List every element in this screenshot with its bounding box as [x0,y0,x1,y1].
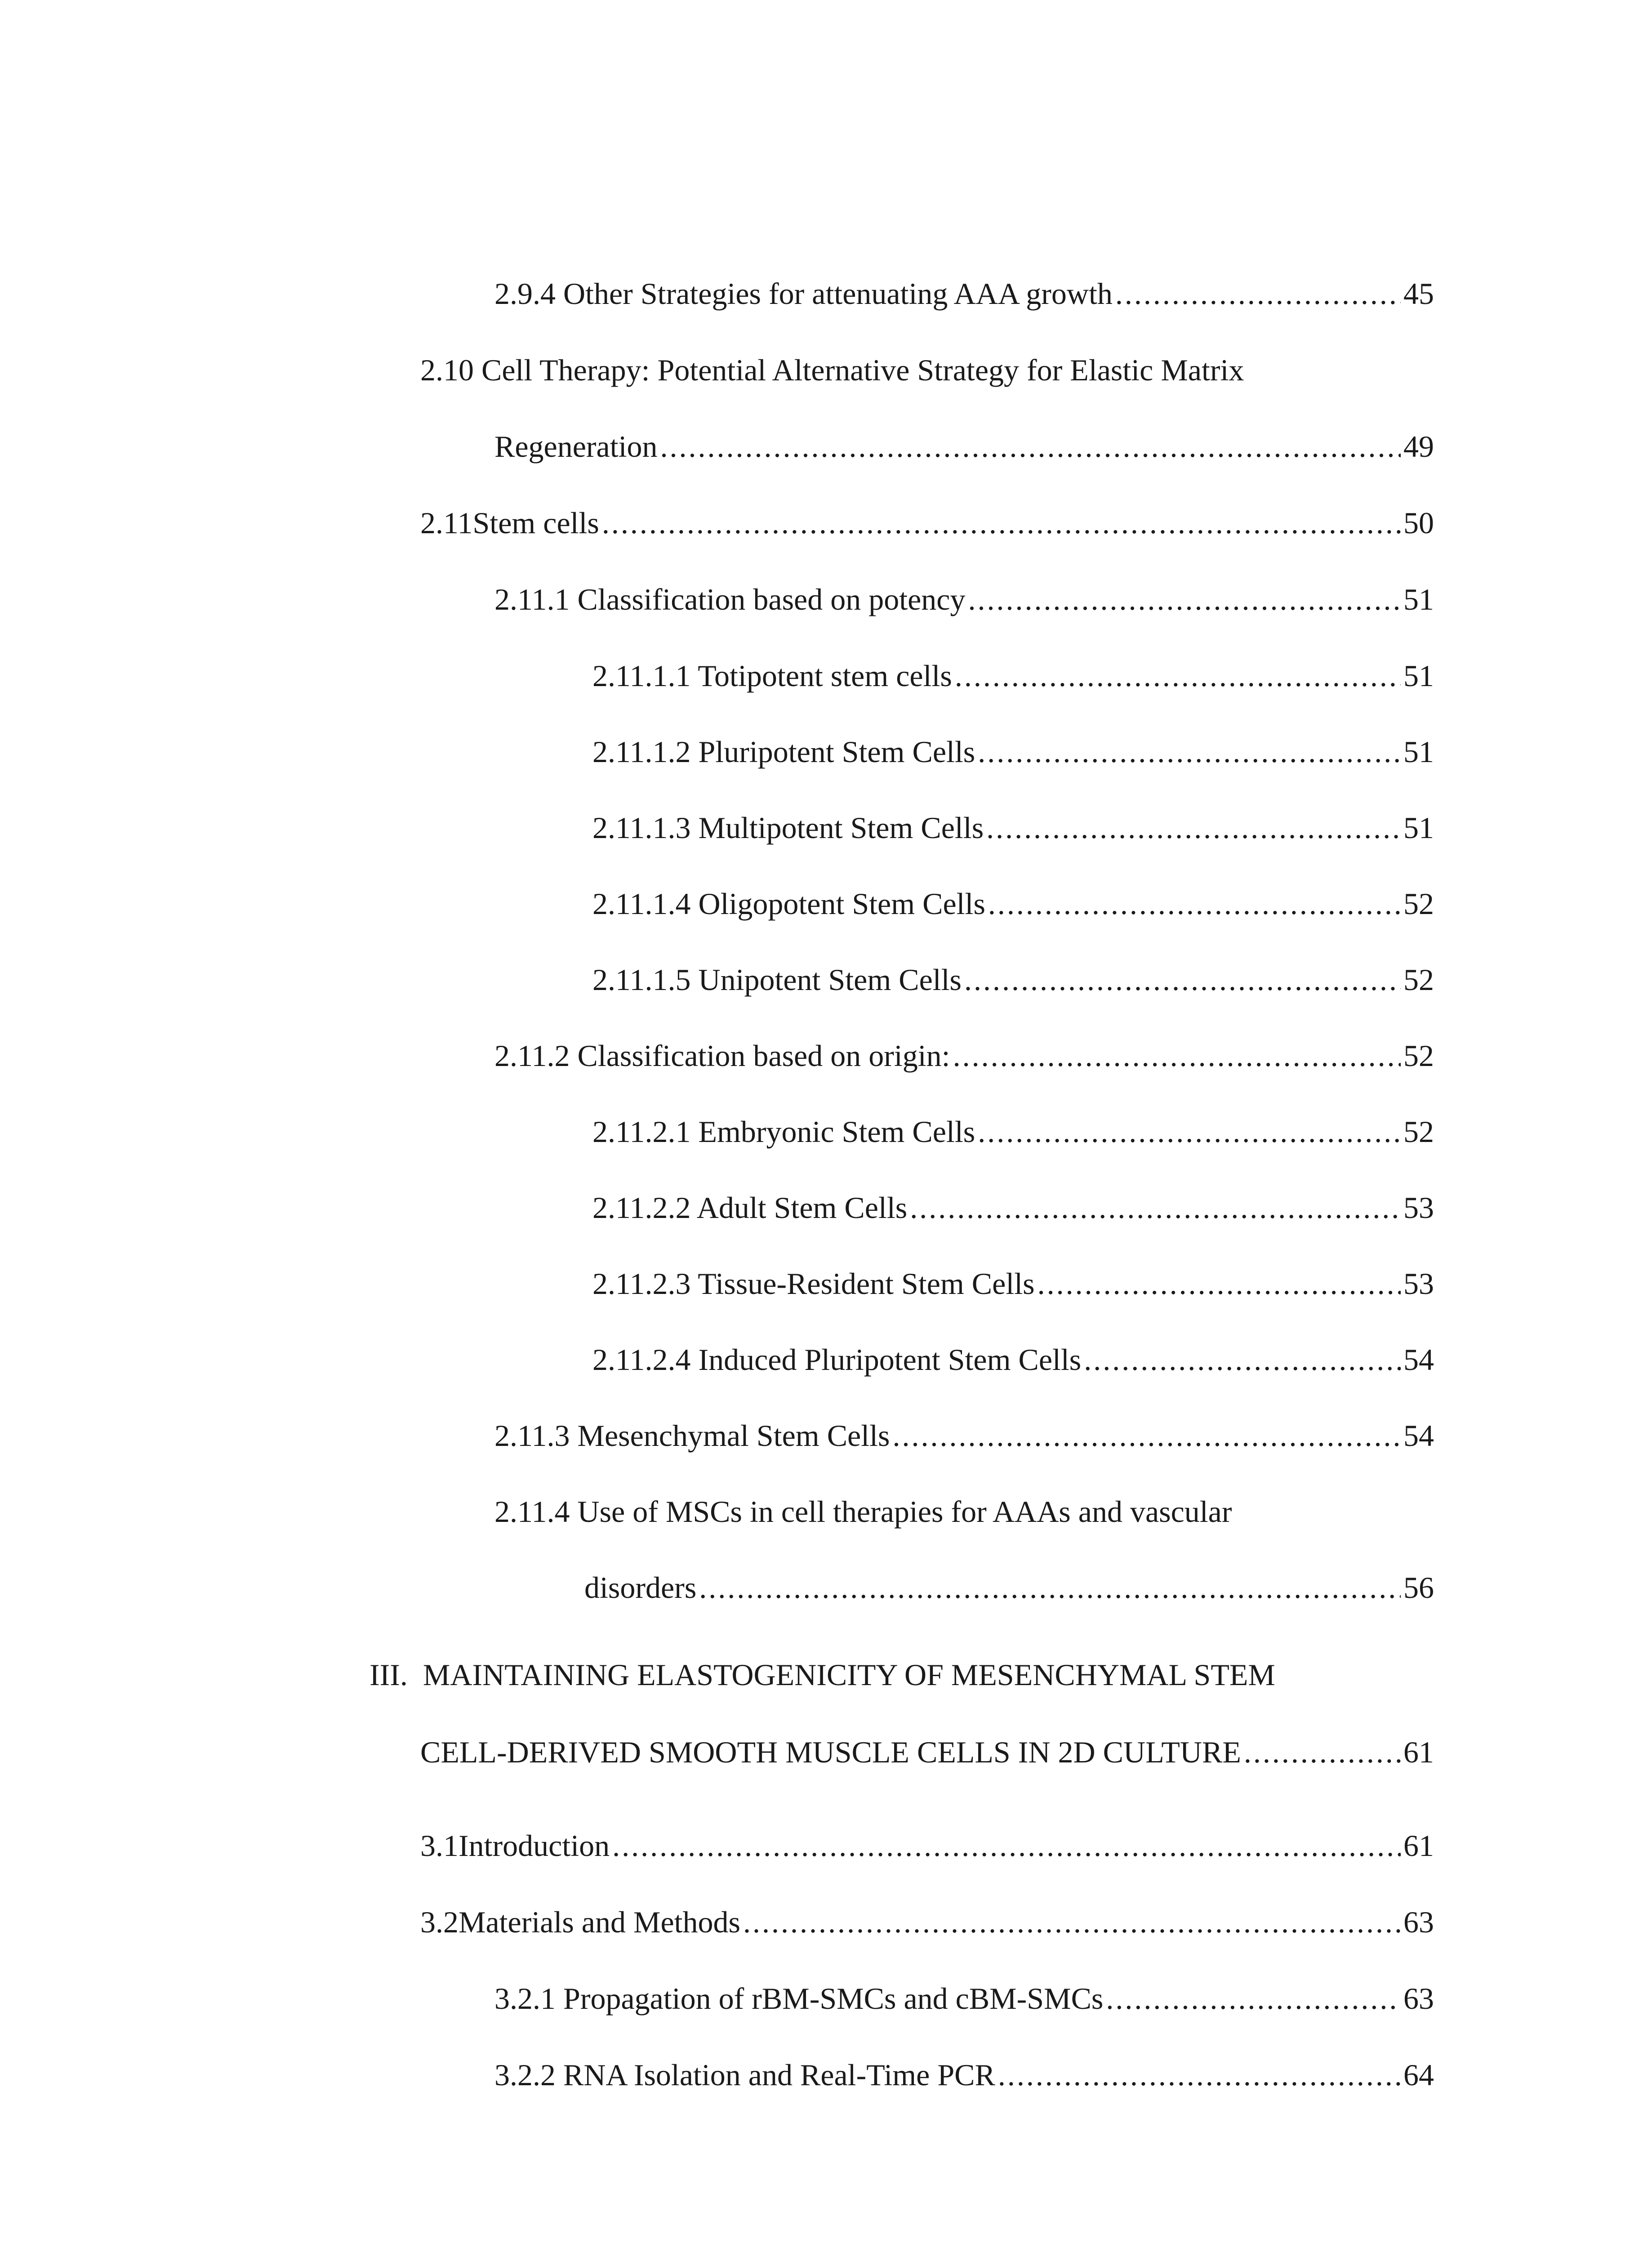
toc-entry-text: 3.2.2 RNA Isolation and Real-Time PCR [494,2058,995,2092]
toc-page-number: 52 [1403,887,1434,921]
toc-entry [420,345,1434,395]
toc-page-number: 52 [1403,1039,1434,1073]
dot-leader [978,1107,1401,1156]
toc-entry [592,1335,1434,1384]
toc-entry-text: 2.9.4 Other Strategies for attenuating AAA growth [494,277,1113,311]
toc-entry-text: Materials and Methods [459,1905,740,1939]
dot-leader [968,575,1401,624]
dot-leader [660,422,1401,471]
toc-entry [592,955,1434,1004]
dot-leader [743,1897,1401,1947]
dot-leader [892,1411,1401,1460]
toc-entry-text: Regeneration [494,429,658,464]
toc-page-number: 54 [1403,1343,1434,1377]
toc-entry-text: III. MAINTAINING ELASTOGENICITY OF MESENCHYMAL STEM [370,1658,1275,1692]
dot-leader [986,803,1401,852]
toc-section-number: 3.1 [420,1829,459,1863]
toc-entry-text: 2.11.1.5 Unipotent Stem Cells [592,963,962,997]
toc-entry-text: 2.11.2.3 Tissue-Resident Stem Cells [592,1267,1035,1301]
toc-entry [494,575,1434,624]
dot-leader [602,498,1401,548]
dot-leader [953,1031,1401,1080]
toc-entry-text: 2.11.1.4 Oligopotent Stem Cells [592,887,985,921]
toc-entry-text: 2.10 Cell Therapy: Potential Alternative Strategy for Elastic Matrix [420,353,1244,387]
toc-page-number: 51 [1403,811,1434,845]
toc-entry-text: disorders [584,1570,697,1605]
toc-page-number: 53 [1403,1267,1434,1301]
dot-leader [910,1183,1401,1232]
toc-page-number: 64 [1403,2058,1434,2092]
toc-page-number: 51 [1403,582,1434,616]
toc-entry-text: CELL-DERIVED SMOOTH MUSCLE CELLS IN 2D CULTURE [420,1735,1241,1769]
toc-section-number: 3.2 [420,1905,459,1939]
toc-entry-text: 2.11.1 Classification based on potency [494,582,966,616]
toc-page-number: 45 [1403,277,1434,311]
dot-leader [1038,1259,1401,1308]
toc-entry-text: 2.11.2.4 Induced Pluripotent Stem Cells [592,1343,1082,1377]
toc-entry [592,803,1434,852]
toc-page-number: 51 [1403,735,1434,769]
toc-entry-text: 2.11.1.3 Multipotent Stem Cells [592,811,984,845]
dot-leader [978,727,1401,776]
toc-entry [420,1727,1434,1777]
toc-entry [494,269,1434,318]
dot-leader [1084,1335,1401,1384]
toc-page-number: 52 [1403,963,1434,997]
toc-page-number: 61 [1403,1829,1434,1863]
toc-page-number: 54 [1403,1418,1434,1453]
toc-entry [494,1974,1434,2023]
toc-page-number: 51 [1403,659,1434,693]
toc-entry [592,651,1434,700]
toc-entry [420,1821,1434,1870]
toc-entry-text: 2.11.1.1 Totipotent stem cells [592,659,952,693]
toc-page-number: 53 [1403,1191,1434,1225]
toc-entry [592,879,1434,928]
dot-leader [1244,1727,1401,1777]
toc-entry [494,422,1434,471]
toc-page-number: 61 [1403,1735,1434,1769]
toc-entry [592,1183,1434,1232]
dot-leader [1106,1974,1401,2023]
dot-leader [955,651,1401,700]
toc-entry-text: 2.11.4 Use of MSCs in cell therapies for AAAs and vascular [494,1494,1232,1529]
toc-section-number: 2.11 [420,506,473,540]
dot-leader [964,955,1401,1004]
toc-entry [420,498,1434,548]
toc-page-number: 50 [1403,506,1434,540]
toc-entry-text: 3.2.1 Propagation of rBM-SMCs and cBM-SMCs [494,1981,1104,2016]
toc-entry-text: 2.11.1.2 Pluripotent Stem Cells [592,735,975,769]
toc-page-number: 56 [1403,1570,1434,1605]
toc-entry [494,2050,1434,2100]
toc-entry [584,1563,1434,1612]
toc-entry-text: 2.11.2 Classification based on origin: [494,1039,950,1073]
dot-leader [1115,269,1401,318]
toc-entry [592,1259,1434,1308]
toc-page-number: 49 [1403,429,1434,464]
toc-entry [494,1411,1434,1460]
toc-entry [592,727,1434,776]
toc-chapter-heading [370,1650,1434,1699]
dot-leader [988,879,1401,928]
toc-entry-text: 2.11.3 Mesenchymal Stem Cells [494,1418,890,1453]
toc-entry [420,1897,1434,1947]
dot-leader [612,1821,1401,1870]
toc-entry-text: 2.11.2.2 Adult Stem Cells [592,1191,908,1225]
toc-page-number: 63 [1403,1905,1434,1939]
toc-page-number: 52 [1403,1115,1434,1149]
toc-entry-text: Stem cells [472,506,599,540]
toc-entry [494,1031,1434,1080]
toc-entry-text: 2.11.2.1 Embryonic Stem Cells [592,1115,975,1149]
toc-page-number: 63 [1403,1981,1434,2016]
toc-entry [494,1487,1434,1536]
toc-entry-text: Introduction [459,1829,610,1863]
toc-entry [592,1107,1434,1156]
dot-leader [998,2050,1401,2100]
dot-leader [699,1563,1401,1612]
